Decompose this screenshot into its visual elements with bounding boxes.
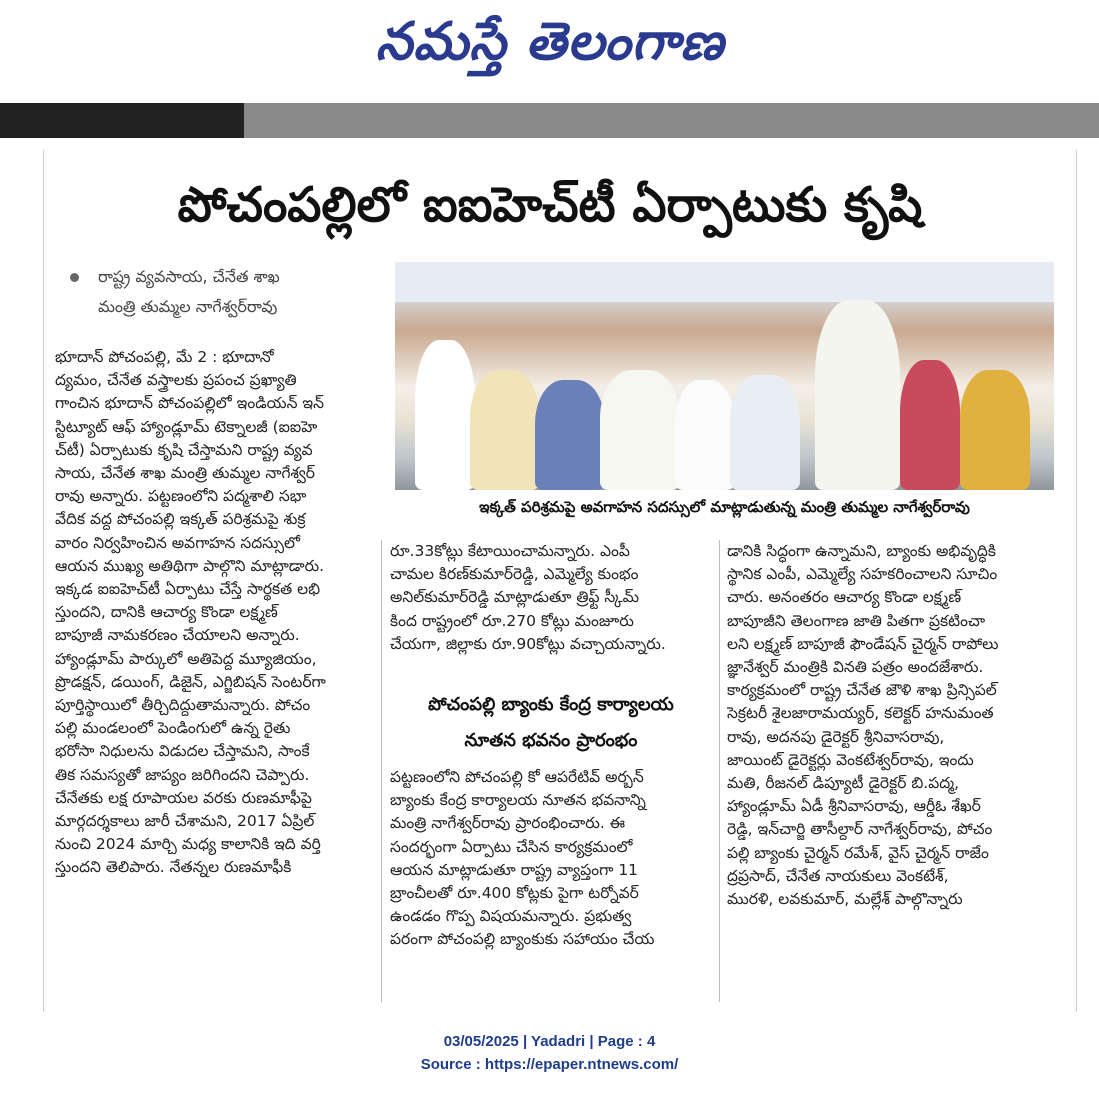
text-line: స్తుందని తెలిపారు. నేతన్నల రుణమాఫీకి (55, 858, 292, 877)
text-line: ఆయన మాట్లాడుతూ రాష్ట్ర వ్యాప్తంగా 11 (390, 860, 639, 879)
text-line: మార్గదర్శకాలు జారీ చేశామని, 2017 ఏప్రిల్ (55, 812, 315, 831)
text-line: వేదిక వద్ద పోచంపల్లి ఇక్కత్ పరిశ్రమపై శుక్ర (55, 510, 306, 529)
photo-figure (470, 370, 540, 490)
header-bar-dark (0, 103, 244, 138)
text-line: పూర్తిస్థాయిలో తీర్చిదిద్దుతామన్నారు. పోచం (55, 696, 311, 715)
text-line: పల్లి బ్యాంకు చైర్మన్ రమేశ్, వైస్ చైర్మన్ రాజేం (727, 843, 989, 862)
text-line: బాపూజీని తెలంగాణ జాతి పితగా ప్రకటించా (727, 611, 986, 630)
article-photo (395, 262, 1054, 490)
text-line: చేయగా, జిల్లాకు రూ.90కోట్లు వచ్చాయన్నారు. (390, 634, 666, 653)
photo-figure (535, 380, 605, 490)
text-line: స్థానిక ఎంపీ, ఎమ్మెల్యే సహకరించాలని సూచిం (727, 565, 998, 584)
footer-date-edition: 03/05/2025 | Yadadri | Page : 4 (443, 1033, 656, 1050)
text-line: ఉండడం గొప్ప విషయమన్నారు. ప్రభుత్వ (390, 907, 632, 926)
header-bar-grey (244, 103, 1099, 138)
column-divider (381, 540, 382, 1002)
text-line: జాయింట్ డైరెక్టర్లు వెంకటేశ్వర్‌రావు, ఇందు (727, 750, 974, 769)
text-line: నుంచి 2024 మార్చి మధ్య కాలానికి ఇది వర్తి (55, 835, 321, 854)
text-line: కార్యక్రమంలో రాష్ట్ర చేనేత జౌళి శాఖ ప్రిన్సిపల్ (727, 681, 997, 700)
text-line: హ్యాండ్లూమ్ పార్కులో అతిపెద్ద మ్యూజియం, (55, 649, 317, 668)
photo-figure (675, 380, 735, 490)
text-line: రెడ్డి, ఇన్‌చార్జి తాసీల్దార్ నాగేశ్వర్‌రావు, పోచం (727, 820, 993, 839)
text-line: చామల కిరణ్‌కుమార్‌రెడ్డి, ఎమ్మెల్యే కుంభం (390, 565, 639, 584)
photo-figure (900, 360, 960, 490)
photo-figure (415, 340, 475, 490)
text-line: బ్యాంకు కేంద్ర కార్యాలయ నూతన భవనాన్ని (390, 791, 646, 810)
text-line: మురళి, లవకుమార్, మల్లేశ్ పాల్గొన్నారు (727, 890, 963, 909)
article-column-1 (55, 346, 373, 880)
photo-banner (395, 262, 1054, 302)
text-line: భూదాన్ పోచంపల్లి, మే 2 : భూదానో (55, 348, 274, 366)
newspaper-logo: నమస్తే తెలంగాణ (375, 11, 725, 72)
article-headline: పోచంపల్లిలో ఐఐహెచ్‌టీ ఏర్పాటుకు కృషి (177, 177, 923, 233)
text-line: లని లక్ష్మణ్ బాపూజీ ఫౌండేషన్ చైర్మన్ రాపోలు (727, 634, 999, 653)
text-line: కింద రాష్ట్రంలో రూ.270 కోట్లు మంజూరు (390, 611, 634, 630)
sub-headline (70, 262, 380, 322)
photo-figure (600, 370, 680, 490)
text-line: స్తుందని, దానికి ఆచార్య కొండా లక్ష్మణ్ (55, 603, 278, 622)
text-line: ఇక్కడ ఐఐహెచ్‌టీ ఏర్పాటు చేస్తే సార్థకత లభి (55, 580, 321, 599)
masthead (0, 0, 1099, 100)
text-line: సందర్భంగా ఏర్పాటు చేసిన కార్యక్రమంలో (390, 837, 633, 856)
text-line: గాంచిన భూదాన్ పోచంపల్లిలో ఇండియన్ ఇన్ (55, 394, 324, 413)
photo-figure (815, 300, 900, 490)
footer-source: Source : https://epaper.ntnews.com/ (420, 1056, 679, 1073)
text-line: చ్‌టీ) ఏర్పాటుకు కృషి చేస్తామని రాష్ట్ర వ్యవ (55, 440, 313, 459)
text-line: హ్యాండ్లూమ్ ఏడీ శ్రీనివాసరావు, ఆర్డీఓ శేఖర్ (727, 797, 981, 816)
text-line: రూ.33కోట్లు కేటాయించామన్నారు. ఎంపీ (390, 542, 630, 560)
text-line: ద్యమం, చేనేత వస్త్రాలకు ప్రపంచ ప్రఖ్యాతి (55, 371, 297, 390)
text-line: సాయ, చేనేత శాఖ మంత్రి తుమ్మల నాగేశ్వర్ (55, 464, 315, 483)
section-subhead: పోచంపల్లి బ్యాంకు కేంద్ర కార్యాలయ (428, 694, 674, 715)
article-column-3 (727, 540, 1057, 911)
text-line: చారు. అనంతరం ఆచార్య కొండా లక్ష్మణ్ (727, 588, 962, 607)
text-line: మతి, రీజనల్ డిప్యూటీ డైరెక్టర్ బి.పద్మ, (727, 774, 960, 793)
photo-figure (960, 370, 1030, 490)
text-line: సెక్రటరీ శైలజారామయ్యర్, కలెక్టర్ హనుమంత (727, 704, 994, 723)
photo-figure (730, 375, 800, 490)
text-line: రావు, అదనపు డైరెక్టర్ శ్రీనివాసరావు, (727, 727, 945, 746)
text-line: బ్రాంచీలతో రూ.400 కోట్లకు పైగా టర్నోవర్ (390, 884, 639, 903)
text-line: వారం నిర్వహించిన అవగాహన సదస్సులో (55, 533, 300, 552)
text-line: పట్టణంలోని పోచంపల్లి కో ఆపరేటివ్ అర్బన్ (390, 768, 644, 786)
text-line: భరోసా నిధులను విడుదల చేస్తామని, సాంకే (55, 742, 310, 761)
section-subhead: నూతన భవనం ప్రారంభం (464, 730, 638, 751)
text-line: ద్రప్రసాద్, చేనేత నాయకులు వెంకటేశ్, (727, 866, 949, 885)
text-line: ఆయన ముఖ్య అతిథిగా పాల్గొని మాట్లాడారు. (55, 556, 325, 575)
text-line: మంత్రి నాగేశ్వర్‌రావు ప్రారంభించారు. ఈ (390, 814, 626, 833)
article-column-2 (390, 540, 712, 656)
text-line: పల్లి మండలంలో పెండింగులో ఉన్న రైతు (55, 719, 291, 738)
photo-caption: ఇక్కత్ పరిశ్రమపై అవగాహన సదస్సులో మాట్లాడుతున్న మంత్రి తుమ్మల నాగేశ్వర్‌రావు (479, 498, 970, 516)
text-line: రావు అన్నారు. పట్టణంలోని పద్మశాలి సభా (55, 487, 307, 506)
sub-headline-line: మంత్రి తుమ్మల నాగేశ్వర్‌రావు (98, 297, 278, 316)
text-line: బాపూజీ నామకరణం చేయాలని అన్నారు. (55, 626, 300, 645)
text-line: ప్రొడక్షన్, డయింగ్, డిజైన్, ఎగ్జిబిషన్ సెంటర్‌గా (55, 672, 326, 691)
text-line: చేనేతకు లక్ష రూపాయల వరకు రుణమాఫీపై (55, 788, 312, 807)
text-line: డానికి సిద్ధంగా ఉన్నామని, బ్యాంకు అభివృద్ధికి (727, 542, 996, 560)
text-line: అనిల్‌కుమార్‌రెడ్డి మాట్లాడుతూ త్రిఫ్ట్ స్కీమ్ (390, 588, 639, 607)
bullet-icon (70, 273, 79, 282)
article-column-2b (390, 766, 712, 952)
text-line: స్టిట్యూట్ ఆఫ్ హ్యాండ్లూమ్ టెక్నాలజీ (ఐఐహె (55, 417, 318, 436)
text-line: తిక సమస్యతో జాప్యం జరిగిందని చెప్పారు. (55, 765, 310, 784)
sub-headline-line: రాష్ట్ర వ్యవసాయ, చేనేత శాఖ (98, 267, 280, 286)
text-line: జ్ఞానేశ్వర్ మంత్రికి వినతి పత్రం అందజేశారు. (727, 658, 984, 677)
column-divider (719, 540, 720, 1002)
text-line: పరంగా పోచంపల్లి బ్యాంకుకు సహాయం చేయ (390, 930, 655, 949)
